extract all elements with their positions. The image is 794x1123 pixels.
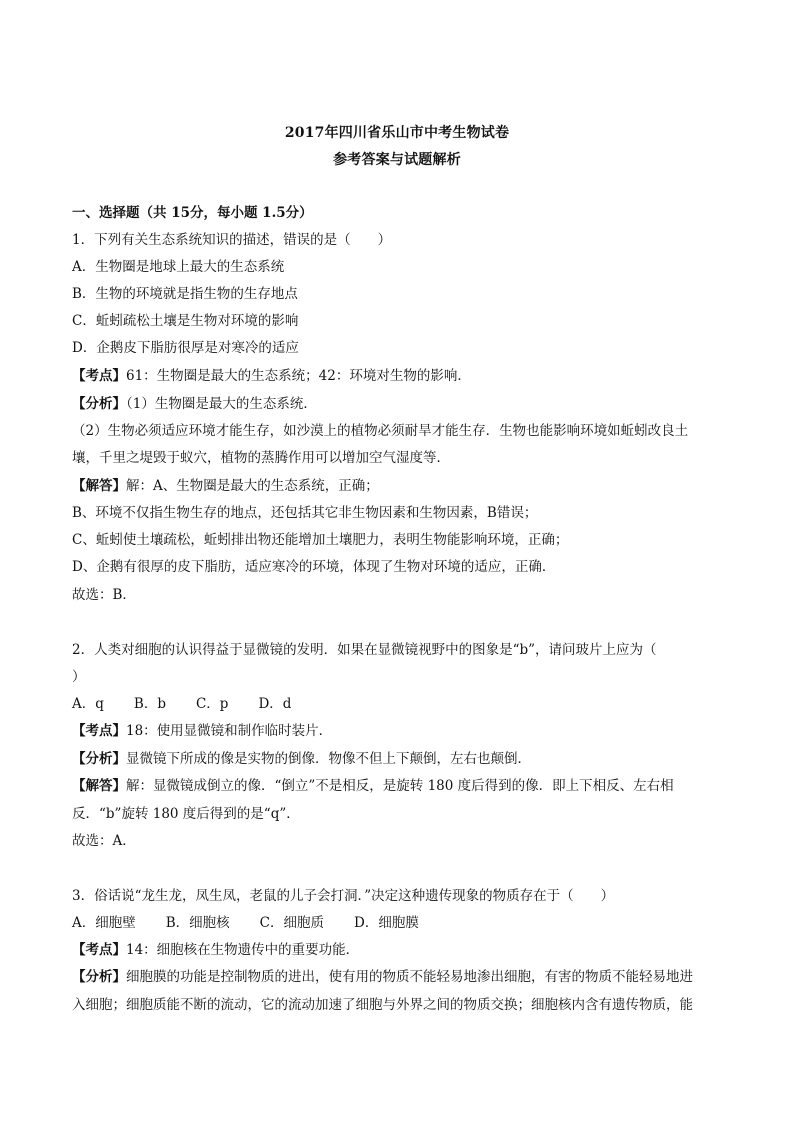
q3-option-a: A．细胞壁 (72, 915, 136, 931)
q2-kaodian-tag: 【考点】 (72, 723, 126, 739)
q1-option-d: D．企鹅皮下脂肪很厚是对寒冷的适应 (72, 340, 299, 356)
q3-fenxi-tag: 【分析】 (72, 969, 126, 985)
q3-kaodian (72, 941, 722, 959)
q2-option-a: A．q (72, 696, 104, 712)
section-heading: 一、选择题（共 15分，每小题 1.5分） (72, 205, 313, 221)
q2-fenxi-tag: 【分析】 (72, 751, 126, 767)
q3-stem: 3．俗话说“龙生龙，凤生凤，老鼠的儿子会打洞．”决定这种遗传现象的物质存在于（ ） (72, 888, 615, 904)
q2-option-b: B．b (133, 696, 166, 712)
q2-fenxi-text: 显微镜下所成的像是实物的倒像．物像不但上下颠倒，左右也颠倒． (126, 751, 531, 767)
q2-jieda-text-1: 解：显微镜成倒立的像．“倒立”不是相反，是旋转 180 度后得到的像．即上下相反、左右相 (126, 778, 674, 794)
q3-fenxi-text-1: 细胞膜的功能是控制物质的进出，使有用的物质不能轻易地渗出细胞，有害的物质不能轻易地进 (126, 969, 693, 985)
q1-option-b: B．生物的环境就是指生物的生存地点 (72, 286, 298, 302)
document-title: 2017年四川省乐山市中考生物试卷 (284, 125, 510, 141)
q1-option-c: C．蚯蚓疏松土壤是生物对环境的影响 (72, 313, 299, 329)
q3-option-b: B．细胞核 (165, 915, 230, 931)
q2-stem-line-2: ） (72, 669, 86, 685)
q1-kaodian (72, 367, 722, 385)
q2-answer: 故选：A． (72, 833, 136, 849)
q3-fenxi (72, 968, 722, 986)
q1-fenxi-line-3: 壤，千里之堤毁于蚁穴，植物的蒸腾作用可以增加空气湿度等． (72, 450, 450, 466)
q1-jieda-text-1: 解：A、生物圈是最大的生态系统，正确； (126, 478, 379, 494)
q2-jieda (72, 777, 722, 795)
q2-fenxi (72, 750, 722, 768)
q1-fenxi-tag: 【分析】 (72, 396, 126, 412)
q1-fenxi-text-1: （1）生物圈是最大的生态系统． (126, 396, 317, 412)
document-subtitle: 参考答案与试题解析 (333, 152, 461, 168)
q1-jieda (72, 477, 722, 495)
q2-kaodian-text: 18：使用显微镜和制作临时装片． (126, 723, 333, 739)
q3-option-c: C．细胞质 (259, 915, 325, 931)
q1-option-a: A．生物圈是地球上最大的生态系统 (72, 259, 285, 275)
q2-options (72, 695, 722, 713)
q1-answer: 故选：B． (72, 587, 136, 603)
q1-kaodian-text: 61：生物圈是最大的生态系统；42：环境对生物的影响． (126, 368, 471, 384)
q3-kaodian-tag: 【考点】 (72, 942, 126, 958)
q1-jieda-line-3: C、蚯蚓使土壤疏松，蚯蚓排出物还能增加土壤肥力，表明生物能影响环境，正确； (72, 532, 569, 548)
q1-fenxi-line-2: （2）生物必须适应环境才能生存，如沙漠上的植物必须耐旱才能生存．生物也能影响环境如蚯蚓改良土 (72, 423, 689, 439)
q2-jieda-line-2: 反．“b”旋转 180 度后得到的是“q”． (72, 806, 300, 822)
q1-fenxi (72, 395, 722, 413)
q2-option-d: D．d (258, 696, 292, 712)
q1-jieda-line-4: D、企鹅有很厚的皮下脂肪，适应寒冷的环境，体现了生物对环境的适应，正确． (72, 559, 556, 575)
q3-options (72, 914, 722, 932)
q2-kaodian (72, 722, 722, 740)
q1-stem: 1．下列有关生态系统知识的描述，错误的是（ ） (72, 232, 392, 248)
q1-jieda-line-2: B、环境不仅指生物生存的地点，还包括其它非生物因素和生物因素，B错误； (72, 505, 538, 521)
q3-kaodian-text: 14：细胞核在生物遗传中的重要功能． (126, 942, 360, 958)
q3-option-d: D．细胞膜 (354, 915, 419, 931)
q1-jieda-tag: 【解答】 (72, 478, 126, 494)
q3-fenxi-line-2: 入细胞；细胞质能不断的流动，它的流动加速了细胞与外界之间的物质交换；细胞核内含有遗传物质，能 (72, 997, 693, 1013)
q2-stem-line-1: 2．人类对细胞的认识得益于显微镜的发明．如果在显微镜视野中的图象是“b”，请问玻片上应为（ (72, 642, 657, 658)
q2-option-c: C．p (195, 696, 229, 712)
q2-jieda-tag: 【解答】 (72, 778, 126, 794)
q1-kaodian-tag: 【考点】 (72, 368, 126, 384)
